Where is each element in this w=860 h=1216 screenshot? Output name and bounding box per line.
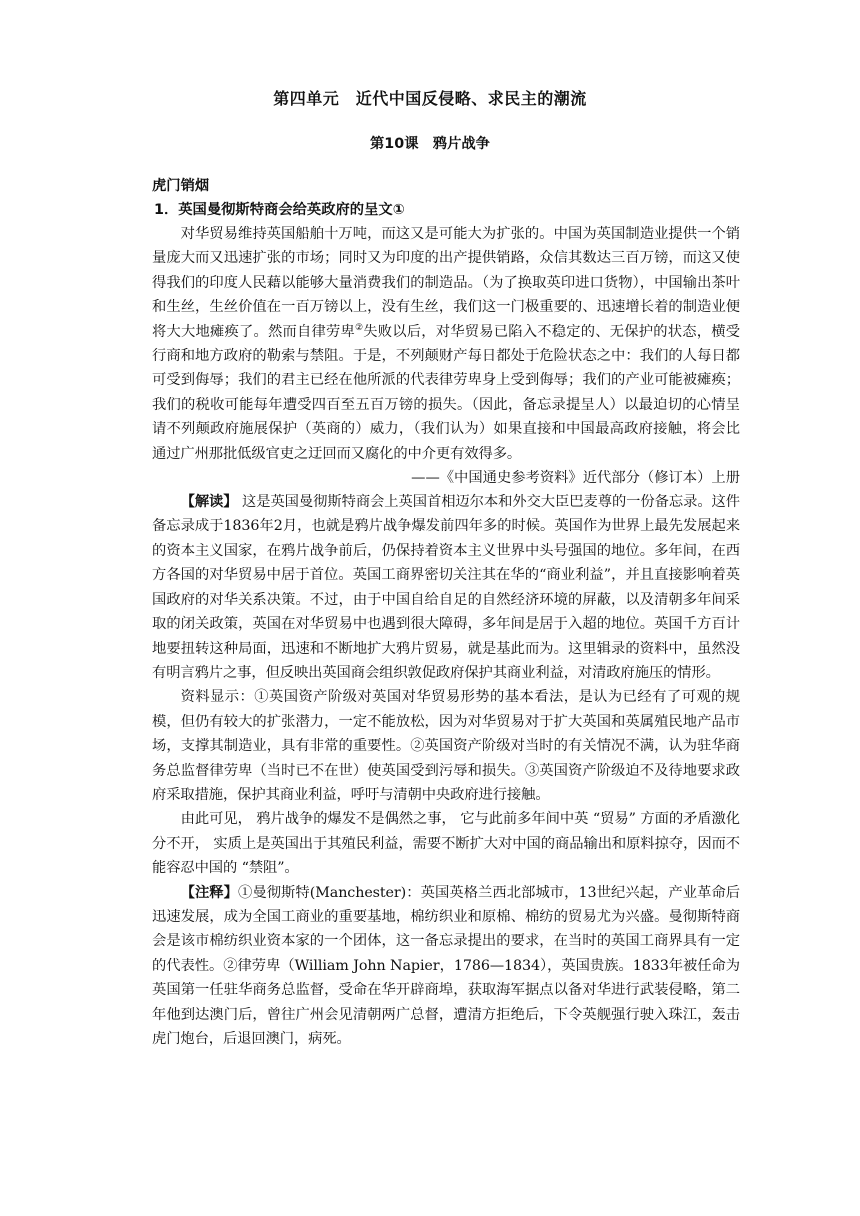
source-text-part1: 对华贸易维持英国船舶十万吨，而这又是可能大为扩张的。中国为英国制造业提供一个销量庞大而又迅速扩张的市场；同时又为印度的出产提供销路，众信其数达三百万镑，而这又使得我们的印度人民藉以能够大量消费我们的制造品。（为了换取英印进口货物），中国输出茶叶和生丝，生丝价值在一百万镑以上，没有生丝，我们这一门极重要的、迅速增长着的制造业便将大大地瘫痪了。然而自律劳卑 [152, 226, 740, 340]
interpretation-label: 【解读】 [180, 494, 238, 511]
conclusion-paragraph: 由此可见， 鸦片战争的爆发不是偶然之事， 它与此前多年间中英 “贸易” 方面的矛盾激化分不开， 实质上是英国出于其殖民利益，需要不断扩大对中国的商品输出和原料掠夺，因而不能容忍中国的 “禁阻”。 [152, 811, 740, 877]
document-body [152, 174, 740, 1051]
source-text-part2: 失败以后，对华贸易已陷入不稳定的、无保护的状态，横受行商和地方政府的勒索与禁阻。于是，不列颠财产每日都处于危险状态之中：我们的人每日都可受到侮辱；我们的君主已经在他所派的代表律劳卑身上受到侮辱；我们的产业可能被瘫痪；我们的税收可能每年遭受四百至五百万镑的损失。（因此，备忘录提呈人）以最迫切的心情呈请不列颠政府施展保护（英商的）威力，（我们认为）如果直接和中国最高政府接触，将会比通过广州那批低级官吏之迂回而又腐化的中介更有效得多。 [152, 323, 741, 462]
citation: ——《中国通史参考资料》近代部分（修订本）上册 [411, 470, 740, 487]
source-paragraph [152, 222, 740, 466]
unit-title: 第四单元 近代中国反侵略、求民主的潮流 [273, 89, 587, 108]
material-shows-paragraph: 资料显示：①英国资产阶级对英国对华贸易形势的基本看法，是认为已经有了可观的规模，但仍有较大的扩张潜力，一定不能放松，因为对华贸易对于扩大英国和英属殖民地产品市场，支撑其制造业，具有非常的重要性。②英国资产阶级对当时的有关情况不满，认为驻华商务总监督律劳卑（当时已不在世）使英国受到污辱和损失。③英国资产阶级迫不及待地要求政府采取措施，保护其商业利益，呼吁与清朝中央政府进行接触。 [152, 689, 740, 803]
interpretation-text: 这是英国曼彻斯特商会上英国首相迈尔本和外交大臣巴麦尊的一份备忘录。这件备忘录成于1836年2月，也就是鸦片战争爆发前四年多的时候。英国作为世界上最先发展起来的资本主义国家，在鸦片战争前后，仍保持着资本主义世界中头号强国的地位。多年间，在西方各国的对华贸易中居于首位。英国工商界密切关注其在华的“商业利益”，并且直接影响着英国政府的对华关系决策。不过，由于中国自给自足的自然经济环境的屏蔽，以及清朝多年间采取的闭关政策，英国在对华贸易中也遇到很大障碍，多年间是居于入超的地位。英国千方百计地要扭转这种局面，迅速和不断地扩大鸦片贸易，就是基此而为。这里辑录的资料中，虽然没有明言鸦片之事，但反映出英国商会组织敦促政府保护其商业利益，对清政府施压的情形。 [152, 494, 740, 681]
subsection-title: 1．英国曼彻斯特商会给英政府的呈文① [154, 202, 405, 218]
footnote-marker: ② [355, 322, 364, 333]
lesson-title: 第10课 鸦片战争 [370, 136, 490, 152]
notes-text: ①曼彻斯特(Manchester)：英国英格兰西北部城市，13世纪兴起，产业革命后迅速发展，成为全国工商业的重要基地，棉纺织业和原棉、棉纺的贸易尤为兴盛。曼彻斯特商会是该市棉纺织业资本家的一个团体，这一备忘录提出的要求，在当时的英国工商界具有一定的代表性。②律劳卑（William John Napier，1786—1834），英国贵族。1833年被任命为英国第一任驻华商务总监督，受命在华开辟商埠，获取海军据点以备对华进行武装侵略，第二年他到达澳门后，曾往广州会见清朝两广总督，遭清方拒绝后，下令英舰强行驶入珠江，轰击虎门炮台，后退回澳门，病死。 [152, 884, 740, 1047]
notes-paragraph [152, 881, 740, 1052]
notes-label: 【注释】 [180, 884, 238, 901]
section-title: 虎门销烟 [152, 178, 210, 194]
interpretation-paragraph [152, 490, 740, 685]
